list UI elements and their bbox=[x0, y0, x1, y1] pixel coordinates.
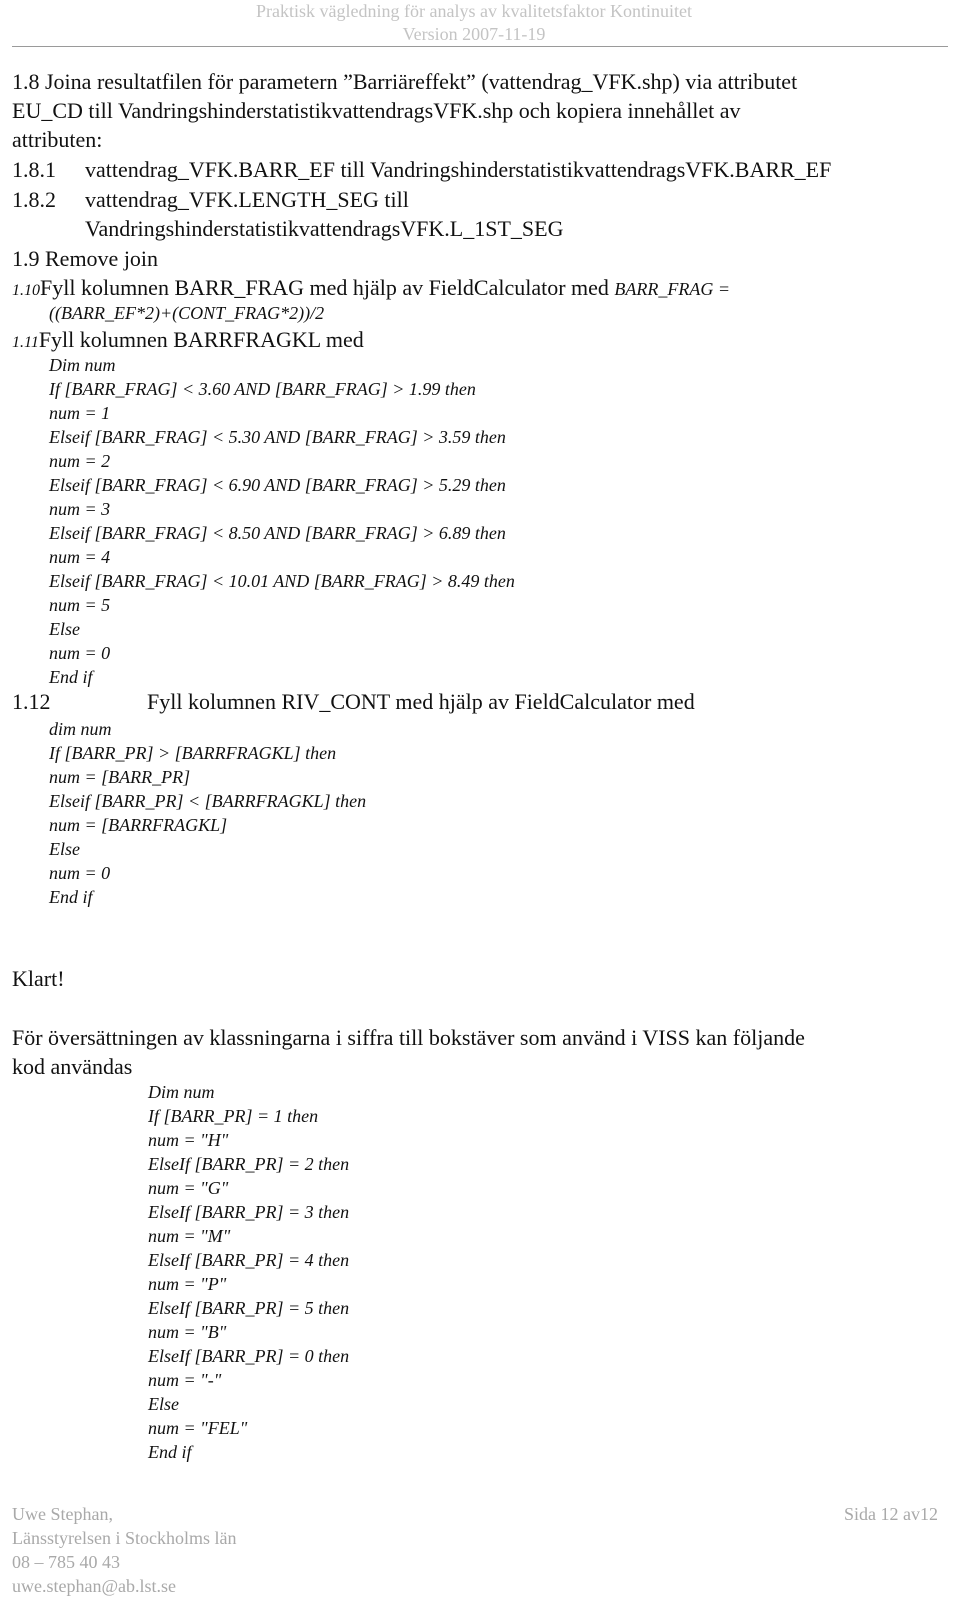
step-1-12-text: Fyll kolumnen RIV_CONT med hjälp av FieldCalculator med bbox=[147, 689, 695, 714]
code-line: Dim num bbox=[49, 355, 116, 375]
step-1-10-formula-cont: ((BARR_EF*2)+(CONT_FRAG*2))/2 bbox=[49, 303, 325, 323]
code-line: num = "B" bbox=[148, 1322, 227, 1342]
code-line: num = "FEL" bbox=[148, 1418, 248, 1438]
code-line: ElseIf [BARR_PR] = 3 then bbox=[148, 1202, 350, 1222]
step-1-8-1-text: vattendrag_VFK.BARR_EF till VandringshinderstatistikvattendragsVFK.BARR_EF bbox=[85, 157, 832, 182]
step-1-8-1-number: 1.8.1 bbox=[12, 157, 56, 182]
code-line: If [BARR_FRAG] < 3.60 AND [BARR_FRAG] > 1.99 then bbox=[49, 379, 476, 399]
step-1-11-text: Fyll kolumnen BARRFRAGKL med bbox=[38, 327, 364, 352]
code-line: num = 3 bbox=[49, 499, 111, 519]
code-line: End if bbox=[49, 887, 93, 907]
step-1-8-2-text: vattendrag_VFK.LENGTH_SEG till bbox=[85, 187, 409, 212]
code-line: num = [BARR_PR] bbox=[49, 767, 191, 787]
code-line: Elseif [BARR_PR] < [BARRFRAGKL] then bbox=[49, 791, 367, 811]
step-1-8-2-number: 1.8.2 bbox=[12, 187, 56, 212]
code-line: num = [BARRFRAGKL] bbox=[49, 815, 228, 835]
code-line: ElseIf [BARR_PR] = 4 then bbox=[148, 1250, 350, 1270]
code-line: ElseIf [BARR_PR] = 5 then bbox=[148, 1298, 350, 1318]
footer-organization: Länsstyrelsen i Stockholms län bbox=[12, 1528, 237, 1548]
code-line: num = 0 bbox=[49, 643, 111, 663]
code-line: Elseif [BARR_FRAG] < 10.01 AND [BARR_FRAG] > 8.49 then bbox=[49, 571, 515, 591]
header-rule bbox=[12, 46, 948, 47]
code-line: If [BARR_PR] > [BARRFRAGKL] then bbox=[49, 743, 337, 763]
step-1-10-text: Fyll kolumnen BARR_FRAG med hjälp av FieldCalculator med bbox=[40, 275, 615, 300]
code-line: End if bbox=[49, 667, 93, 687]
translation-text: För översättningen av klassningarna i siffra till bokstäver som använd i VISS kan följande bbox=[12, 1025, 805, 1050]
code-line: Else bbox=[49, 619, 80, 639]
footer-page-number: Sida 12 av12 bbox=[844, 1504, 938, 1524]
code-line: If [BARR_PR] = 1 then bbox=[148, 1106, 319, 1126]
step-1-9: 1.9 Remove join bbox=[12, 246, 159, 271]
footer-email: uwe.stephan@ab.lst.se bbox=[12, 1576, 177, 1596]
code-line: End if bbox=[148, 1442, 192, 1462]
code-line: Elseif [BARR_FRAG] < 5.30 AND [BARR_FRAG] > 3.59 then bbox=[49, 427, 506, 447]
step-1-10 bbox=[12, 275, 730, 304]
step-1-11-number: 1.11 bbox=[12, 334, 39, 351]
klart-text: Klart! bbox=[12, 966, 65, 991]
header-title: Praktisk vägledning för analys av kvalitetsfaktor Kontinuitet bbox=[256, 1, 692, 21]
code-line: Elseif [BARR_FRAG] < 6.90 AND [BARR_FRAG] > 5.29 then bbox=[49, 475, 506, 495]
code-line: num = 2 bbox=[49, 451, 111, 471]
code-line: num = "G" bbox=[148, 1178, 229, 1198]
step-1-10-number: 1.10 bbox=[12, 282, 40, 299]
header-version: Version 2007-11-19 bbox=[402, 24, 546, 44]
code-line: num = "M" bbox=[148, 1226, 231, 1246]
code-line: Else bbox=[49, 839, 80, 859]
code-line: ElseIf [BARR_PR] = 2 then bbox=[148, 1154, 350, 1174]
code-line: Dim num bbox=[148, 1082, 215, 1102]
code-line: Elseif [BARR_FRAG] < 8.50 AND [BARR_FRAG] > 6.89 then bbox=[49, 523, 506, 543]
step-1-10-formula: BARR_FRAG = bbox=[614, 279, 731, 299]
footer-phone: 08 – 785 40 43 bbox=[12, 1552, 120, 1572]
step-1-8-line2: EU_CD till VandringshinderstatistikvattendragsVFK.shp och kopiera innehållet av bbox=[12, 98, 741, 123]
step-1-8-line3: attributen: bbox=[12, 127, 103, 152]
step-1-12-number: 1.12 bbox=[12, 689, 51, 714]
code-line: num = "P" bbox=[148, 1274, 227, 1294]
step-1-8-line1: 1.8 Joina resultatfilen för parametern ”Barriäreffekt” (vattendrag_VFK.shp) via attributet bbox=[12, 69, 798, 94]
code-line: num = 0 bbox=[49, 863, 111, 883]
code-line: num = "-" bbox=[148, 1370, 222, 1390]
step-1-11 bbox=[12, 327, 364, 356]
translation-text-cont: kod användas bbox=[12, 1054, 133, 1079]
code-line: num = "H" bbox=[148, 1130, 229, 1150]
footer-author: Uwe Stephan, bbox=[12, 1504, 113, 1524]
code-line: Else bbox=[148, 1394, 179, 1414]
code-line: ElseIf [BARR_PR] = 0 then bbox=[148, 1346, 350, 1366]
code-line: dim num bbox=[49, 719, 112, 739]
code-line: num = 1 bbox=[49, 403, 111, 423]
code-line: num = 4 bbox=[49, 547, 111, 567]
step-1-8-2-text-cont: VandringshinderstatistikvattendragsVFK.L_1ST_SEG bbox=[85, 216, 564, 241]
code-line: num = 5 bbox=[49, 595, 111, 615]
